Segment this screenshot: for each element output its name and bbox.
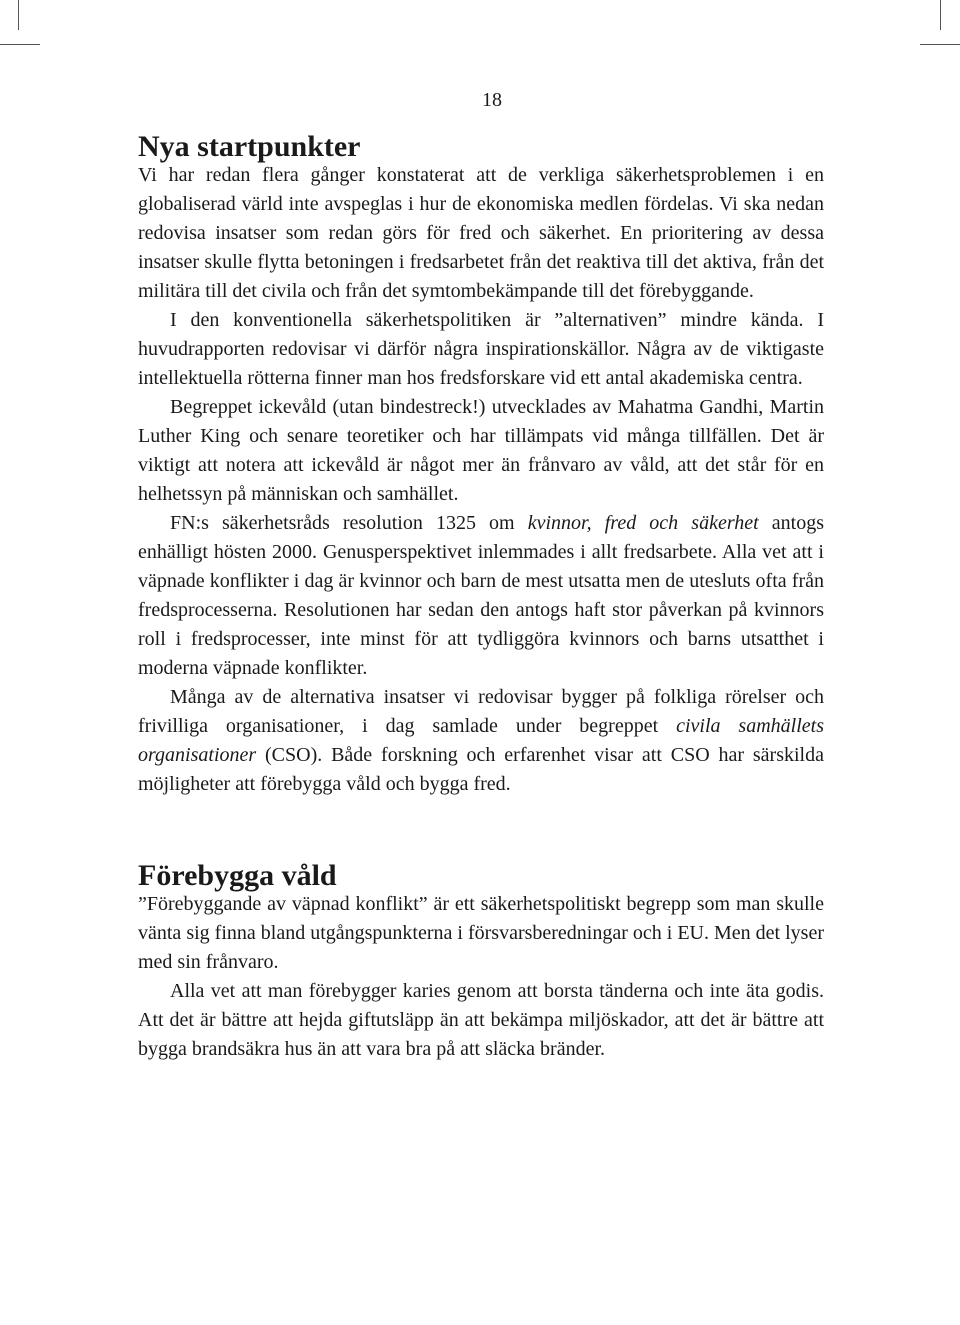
- text-run: FN:s säkerhetsråds resolution 1325 om: [170, 512, 528, 534]
- paragraph: I den konventionella säkerhetspolitiken är ”alternativen” mindre kända. I huvudrapporten redovisar vi därför några inspirationskällor. Några av de viktigaste intellektuella rötterna finner man hos fredsforskare vid ett antal akademiska centra.: [138, 309, 824, 389]
- crop-mark-top-right: [940, 0, 941, 30]
- page-number: 18: [482, 89, 502, 111]
- paragraph: Alla vet att man förebygger karies genom att borsta tänderna och inte äta godis. Att det är bättre att hejda giftutsläpp än att bekämpa miljöskador, att det är bättre att bygga brandsäkra hus än att vara bra på att släcka bränder.: [138, 980, 824, 1060]
- italic-term: civila samhällets organisationer: [138, 715, 824, 766]
- text-run: (CSO). Både forskning och erfarenhet visar att CSO har särskilda möjligheter att förebygga våld och bygga fred.: [138, 744, 824, 795]
- text-run: Många av de alternativa insatser vi redovisar bygger på folkliga rörelser och frivilliga organisationer, i dag samlade under begreppet: [138, 686, 824, 737]
- paragraph: Vi har redan flera gånger konstaterat att de verkliga säkerhetsproblemen i en globaliserad värld inte avspeglas i hur de ekonomiska medlen fördelas. Vi ska nedan redovisa insatser som redan görs för fred och säkerhet. En prioritering av dessa insatser skulle flytta betoningen i fredsarbetet från det reaktiva till det aktiva, från det militära till det civila och från det symtombekämpande till det förebyggande.: [138, 164, 824, 302]
- paragraph: Begreppet ickevåld (utan bindestreck!) utvecklades av Mahatma Gandhi, Martin Luther King och senare teoretiker och har tillämpats vid många tillfällen. Det är viktigt att notera att ickevåld är något mer än frånvaro av våld, att det står för en helhetssyn på människan och samhället.: [138, 396, 824, 505]
- paragraph: ”Förebyggande av väpnad konflikt” är ett säkerhetspolitiskt begrepp som man skulle vänta sig finna bland utgångspunkterna i försvarsberedningar och i EU. Men det lyser med sin frånvaro.: [138, 893, 824, 973]
- crop-mark-top-left: [18, 0, 19, 30]
- italic-term: kvinnor, fred och säkerhet: [527, 512, 759, 534]
- crop-mark-right-horizontal: [920, 44, 960, 45]
- paragraph: [138, 509, 824, 683]
- section-heading: Förebygga våld: [138, 859, 337, 892]
- section-heading: Nya startpunkter: [138, 130, 361, 163]
- crop-mark-left-horizontal: [0, 44, 40, 45]
- section-nya-startpunkter: [138, 132, 824, 799]
- text-run: antogs enhälligt hösten 2000. Genusperspektivet inlemmades i allt fredsarbete. Alla vet att i väpnade konflikter i dag är kvinnor och barn de mest utsatta men de utesluts ofta från fredsprocesserna. Resolutionen har sedan den antogs haft stor påverkan på kvinnors roll i fredsprocesser, inte minst för att tydliggöra kvinnors och barns utsatthet i moderna väpnade konflikter.: [138, 512, 825, 679]
- paragraph: [138, 683, 824, 799]
- section-forebygga-vald: [138, 861, 824, 1064]
- page-content: [138, 132, 824, 1064]
